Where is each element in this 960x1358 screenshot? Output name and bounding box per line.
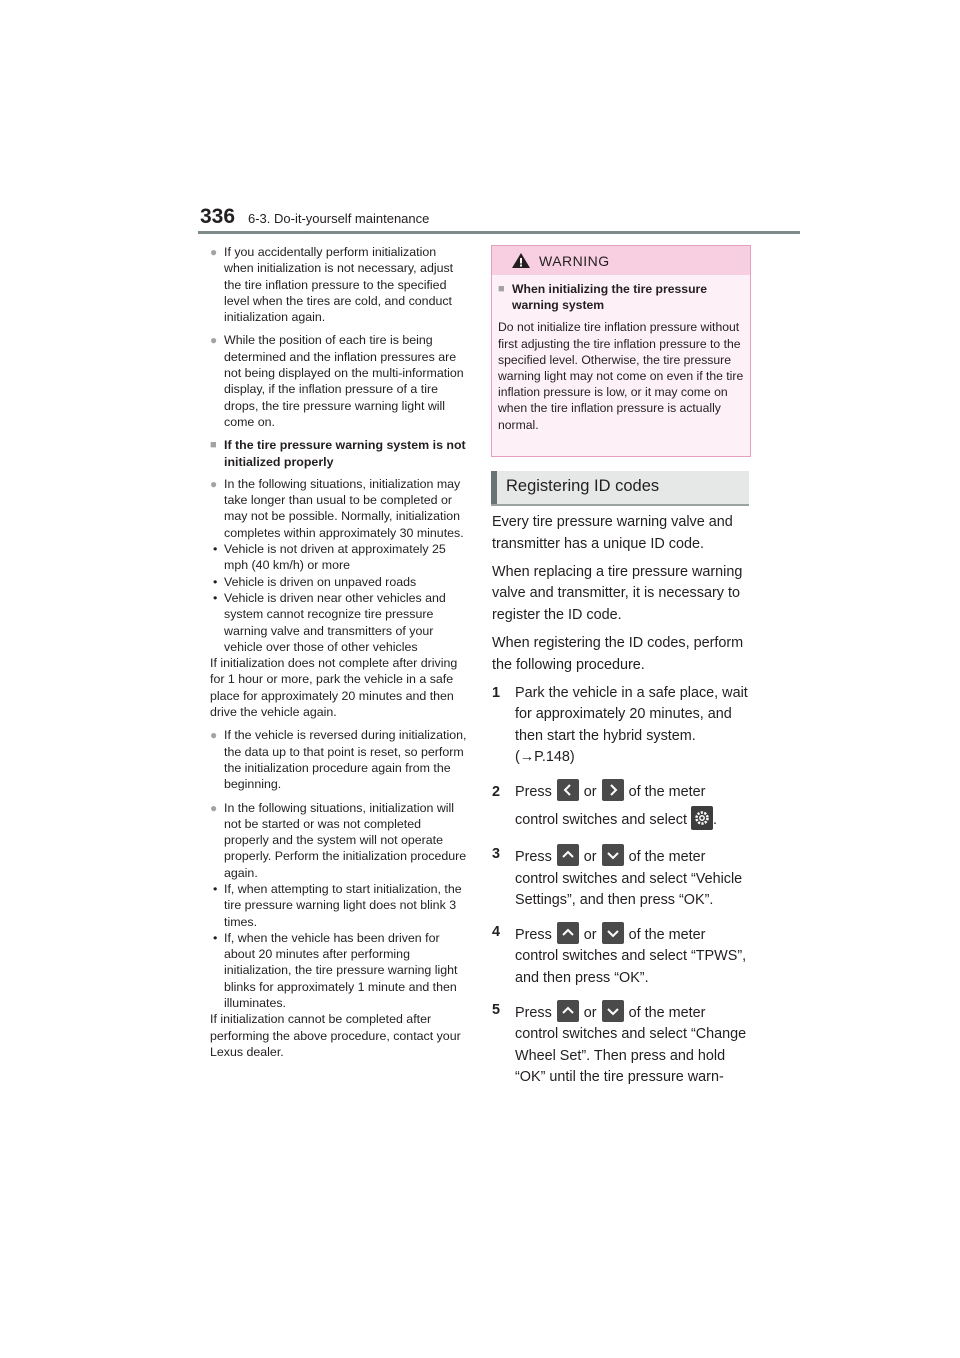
section-title: 6-3. Do-it-yourself maintenance	[248, 211, 430, 226]
step-text-press: Press	[515, 849, 552, 866]
page-number: 336	[200, 205, 236, 228]
bullet-reversed: ● If the vehicle is reversed during initialization, the data up to that point is reset, so perform the initialization procedure again from the beginning.	[210, 727, 468, 792]
step-text-end: .	[712, 812, 717, 829]
step-text-or: or	[583, 1004, 597, 1021]
paragraph-procedure: When registering the ID codes, perform the following procedure.	[492, 634, 744, 673]
step-5	[492, 1000, 752, 1089]
sub-item-no-blink: • If, when attempting to start initialization, the tire pressure warning light does not blink 3 times.	[210, 881, 468, 930]
step-number: 3	[492, 846, 501, 863]
warning-box	[491, 245, 751, 457]
warning-heading: ■ When initializing the tire pressure warning system	[498, 281, 744, 313]
left-arrow-key-icon	[557, 779, 579, 801]
paragraph-register-needed: When replacing a tire pressure warning valve and transmitter, it is necessary to register the ID code.	[492, 563, 743, 623]
bullet-accidental-init: ● If you accidentally perform initialization when initialization is not necessary, adjust the tire inflation pressure to the specified level when the tires are cold, and conduct initialization again.	[210, 244, 468, 325]
right-arrow-key-icon	[602, 779, 624, 801]
step-text-body: of the meter control switches and select “Vehicle Settings”, and then press “OK”.	[515, 849, 743, 909]
step-1	[492, 683, 752, 769]
step-3	[492, 844, 752, 912]
step-text-press: Press	[515, 1004, 552, 1021]
warning-triangle-icon	[511, 252, 531, 274]
down-arrow-key-icon	[602, 922, 624, 944]
step-number: 1	[492, 684, 501, 701]
sub-item-near-vehicles: • Vehicle is driven near other vehicles and system cannot recognize tire pressure warning valve and transmitters of your vehicle over those of other vehicles	[210, 590, 468, 655]
left-column	[210, 244, 468, 1067]
step-text-or: or	[583, 784, 597, 801]
paragraph-unique-id: Every tire pressure warning valve and transmitter has a unique ID code.	[492, 514, 733, 552]
warning-title: WARNING	[539, 253, 610, 269]
step-text: Park the vehicle in a safe place, wait for approximately 20 minutes, and then start the hybrid system. (→P.148)	[515, 684, 748, 766]
section-heading	[491, 471, 749, 505]
section-heading-rule	[491, 504, 749, 506]
down-arrow-key-icon	[602, 844, 624, 866]
up-arrow-key-icon	[557, 844, 579, 866]
step-text-press: Press	[515, 784, 552, 801]
step-text-or: or	[583, 849, 597, 866]
step-number: 5	[492, 1001, 501, 1018]
right-column	[492, 512, 752, 1099]
step-2	[492, 779, 752, 834]
subheading-not-initialized: ■ If the tire pressure warning system is not initialized properly	[210, 437, 468, 470]
up-arrow-key-icon	[557, 922, 579, 944]
step-4	[492, 922, 752, 990]
note-contact-dealer: If initialization cannot be completed after performing the above procedure, contact your Lexus dealer.	[210, 1012, 461, 1059]
step-text-or: or	[583, 926, 597, 943]
bullet-init-longer: ● In the following situations, initialization may take longer than usual to be completed or may not be possible. Normally, initialization completes within approximately 30 minutes.	[210, 476, 468, 541]
up-arrow-key-icon	[557, 1000, 579, 1022]
step-text-body: of the meter control switches and select	[515, 784, 706, 829]
page-header	[198, 205, 800, 237]
warning-body: Do not initialize tire inflation pressure without first adjusting the tire inflation pressure to the specified level. Otherwise, the tire pressure warning light may not come on even if the tire inflation pressure is low, or it may come on when the tire inflation pressure is actually normal.	[498, 320, 744, 432]
note-init-not-complete: If initialization does not complete after driving for 1 hour or more, park the vehicle in a safe place for approximately 20 minutes and then drive the vehicle again.	[210, 656, 458, 720]
down-arrow-key-icon	[602, 1000, 624, 1022]
header-rule	[198, 231, 800, 234]
step-text-body: of the meter control switches and select “Change Wheel Set”. Then press and hold “OK” until the tire pressure warn-	[515, 1004, 747, 1086]
sub-item-unpaved: • Vehicle is driven on unpaved roads	[210, 574, 468, 590]
section-heading-text: Registering ID codes	[506, 477, 660, 495]
sub-item-blinks-then-illuminates: • If, when the vehicle has been driven for about 20 minutes after performing initialization, the tire pressure warning light blinks for approximately 1 minute and then illuminates.	[210, 930, 468, 1011]
step-text-body: of the meter control switches and select “TPWS”, and then press “OK”.	[515, 926, 747, 986]
warning-header	[492, 246, 750, 275]
step-number: 2	[492, 784, 501, 801]
step-text-press: Press	[515, 926, 552, 943]
step-number: 4	[492, 923, 501, 940]
bullet-not-started: ● In the following situations, initialization will not be started or was not completed properly and the system will not operate properly. Perform the initialization procedure again.	[210, 800, 468, 881]
settings-gear-icon	[691, 806, 713, 830]
bullet-position-determined: ● While the position of each tire is being determined and the inflation pressures are not being displayed on the multi-information display, if the inflation pressure of a tire drops, the tire pressure warning light will come on.	[210, 332, 468, 430]
sub-item-speed: • Vehicle is not driven at approximately 25 mph (40 km/h) or more	[210, 541, 468, 574]
